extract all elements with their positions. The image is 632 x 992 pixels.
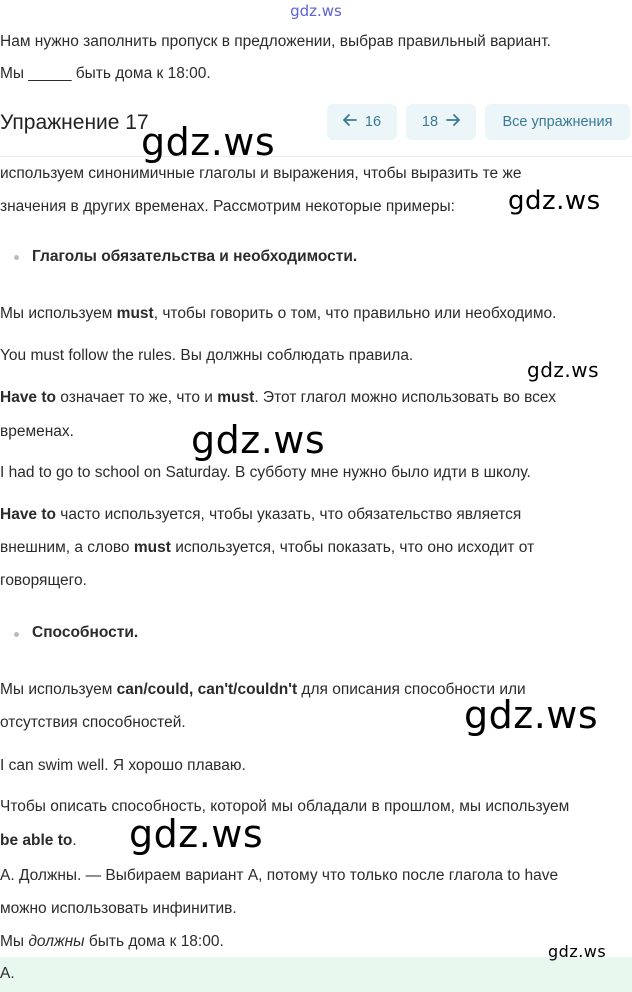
watermark: gdz.ws [129,812,264,856]
watermark: gdz.ws [141,120,276,164]
paragraph-1-line-2: значения в других временах. Рассмотрим некоторые примеры: [0,198,455,215]
watermark: gdz.ws [191,418,326,462]
prev-exercise-label: 16 [364,114,382,130]
watermark: gdz.ws [508,186,601,216]
next-exercise-label: 18 [421,114,439,130]
bullet-dot [14,255,19,260]
paragraph-1-line-1: используем синонимичные глаголы и выражения, чтобы выразить те же [0,165,522,182]
arrow-right-icon [446,114,460,130]
example-swim: I can swim well. Я хорошо плаваю. [0,757,246,774]
watermark: gdz.ws [548,942,607,961]
paragraph-external-line-2: внешним, а слово must используется, чтобы показать, что оно исходит от [0,539,535,556]
watermark: gdz.ws [464,693,599,737]
bullet-ability: Способности. [32,624,139,641]
bullet-dot [14,632,19,637]
next-exercise-button[interactable] [406,104,476,140]
all-exercises-label: Все упражнения [502,114,613,130]
example-saturday: I had to go to school on Saturday. В субботу мне нужно было идти в школу. [0,464,531,481]
explanation-line-2: можно использовать инфинитив. [0,900,237,917]
paragraph-external-line-1: Have to часто используется, чтобы указать, что обязательство является [0,506,522,523]
paragraph-can-line-2: отсутствия способностей. [0,714,186,731]
answer-text: A. [0,965,15,982]
task-line-2: Мы _____ быть дома к 18:00. [0,65,211,82]
paragraph-can-line-1: Мы используем can/could, can't/couldn't для описания способности или [0,681,526,698]
prev-exercise-button[interactable] [327,104,397,140]
paragraph-must: Мы используем must, чтобы говорить о том, что правильно или необходимо. [0,305,557,322]
watermark: gdz.ws [527,358,600,382]
exercise-title: Упражнение 17 [0,111,149,134]
all-exercises-button[interactable] [485,104,630,140]
example-rules: You must follow the rules. Вы должны соблюдать правила. [0,347,414,364]
explanation-line-1: A. Должны. — Выбираем вариант А, потому что только после глагола to have [0,867,559,884]
paragraph-past-line-2: be able to. [0,832,77,849]
paragraph-past-line-1: Чтобы описать способность, которой мы обладали в прошлом, мы используем [0,798,570,815]
site-logo[interactable]: gdz.ws [290,2,342,20]
bullet-obligation: Глаголы обязательства и необходимости. [32,248,358,265]
paragraph-have-to-line-1: Have to означает то же, что и must. Этот глагол можно использовать во всех [0,389,556,406]
answer-sentence: Мы должны быть дома к 18:00. [0,933,224,950]
task-line-1: Нам нужно заполнить пропуск в предложении, выбрав правильный вариант. [0,33,551,50]
arrow-left-icon [343,114,357,130]
paragraph-external-line-3: говорящего. [0,572,87,589]
paragraph-have-to-line-2: временах. [0,423,74,440]
